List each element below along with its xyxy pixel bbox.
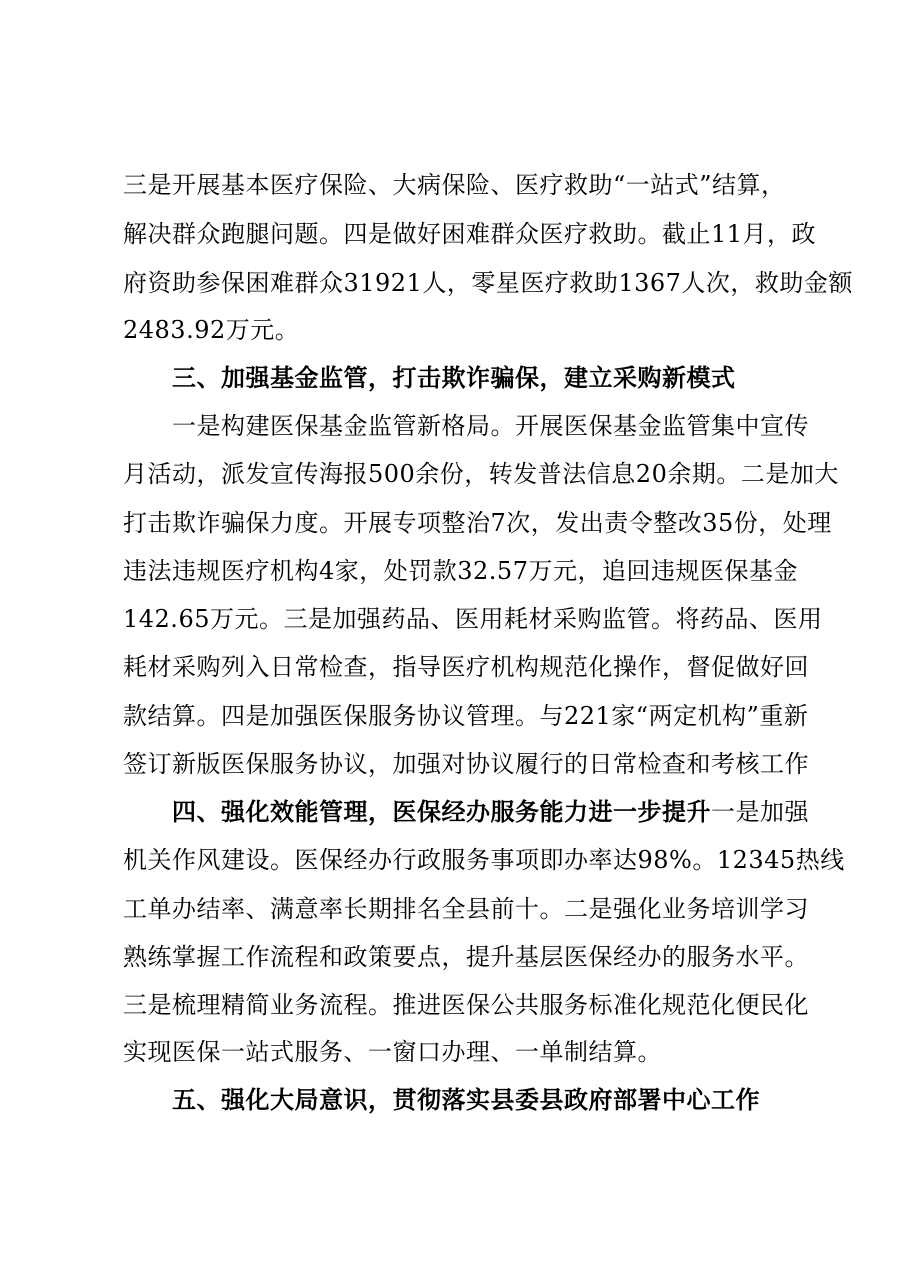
paragraph-line: 熟练掌握工作流程和政策要点，提升基层医保经办的服务水平。 bbox=[123, 943, 809, 971]
paragraph-line: 签订新版医保服务协议，加强对协议履行的日常检查和考核工作 bbox=[123, 750, 809, 778]
paragraph-line: 一是构建医保基金监管新格局。开展医保基金监管集中宣传 bbox=[172, 412, 809, 440]
paragraph-line: 三是开展基本医疗保险、大病保险、医疗救助“一站式”结算， bbox=[123, 171, 786, 199]
paragraph-line: 工单办结率、满意率长期排名全县前十。二是强化业务培训学习 bbox=[123, 895, 809, 923]
paragraph-line: 解决群众跑腿问题。四是做好困难群众医疗救助。截止11月，政 bbox=[123, 220, 817, 248]
section-heading-3: 三、加强基金监管，打击欺诈骗保，建立采购新模式 bbox=[172, 364, 736, 392]
paragraph-line: 府资助参保困难群众31921人，零星医疗救助1367人次，救助金额 bbox=[123, 269, 853, 297]
paragraph-line: 142.65万元。三是加强药品、医用耗材采购监管。将药品、医用 bbox=[123, 605, 823, 633]
section-heading-5: 五、强化大局意识，贯彻落实县委县政府部署中心工作 bbox=[172, 1086, 760, 1114]
paragraph-line: 实现医保一站式服务、一窗口办理、一单制结算。 bbox=[123, 1038, 662, 1066]
paragraph-line: 月活动，派发宣传海报500余份，转发普法信息20余期。二是加大 bbox=[123, 460, 839, 488]
paragraph-text: 一是加强 bbox=[711, 798, 809, 826]
paragraph-line: 2483.92万元。 bbox=[123, 316, 300, 344]
paragraph-line: 违法违规医疗机构4家，处罚款32.57万元，追回违规医保基金 bbox=[123, 557, 798, 585]
paragraph-line: 打击欺诈骗保力度。开展专项整治7次，发出责令整改35份，处理 bbox=[123, 509, 832, 537]
section-heading-4-line bbox=[172, 797, 809, 827]
paragraph-line: 机关作风建设。医保经办行政服务事项即办率达98%。12345热线 bbox=[123, 846, 845, 874]
paragraph-line: 款结算。四是加强医保服务协议管理。与221家“两定机构”重新 bbox=[123, 702, 809, 730]
section-heading-4: 四、强化效能管理，医保经办服务能力进一步提升 bbox=[172, 798, 711, 826]
paragraph-line: 三是梳理精简业务流程。推进医保公共服务标准化规范化便民化 bbox=[123, 991, 809, 1019]
paragraph-line: 耗材采购列入日常检查，指导医疗机构规范化操作，督促做好回 bbox=[123, 653, 809, 681]
